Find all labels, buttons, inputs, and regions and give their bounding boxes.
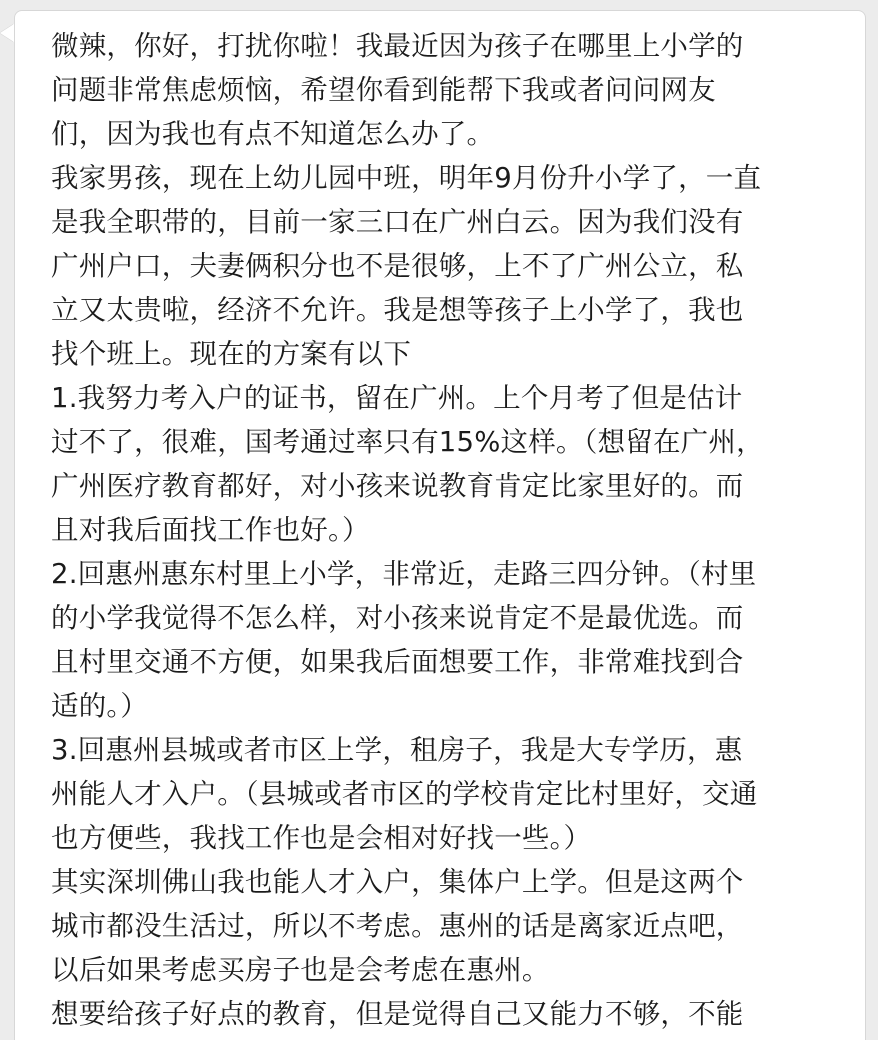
message-line: 3.回惠州县城或者市区上学，租房子，我是大专学历，惠: [51, 734, 743, 766]
message-line: 且村里交通不方便，如果我后面想要工作，非常难找到合: [51, 646, 744, 678]
message-line: 1.我努力考入户的证书，留在广州。上个月考了但是估计: [51, 382, 743, 414]
message-line: 以后如果考虑买房子也是会考虑在惠州。: [51, 954, 550, 986]
message-line: 适的。）: [51, 690, 149, 722]
message-line: 且对我后面找工作也好。）: [51, 514, 370, 546]
message-line: 广州医疗教育都好，对小孩来说教育肯定比家里好的。而: [51, 470, 744, 502]
message-line: 州能人才入户。（县城或者市区的学校肯定比村里好，交通: [51, 778, 758, 810]
message-line: 我家男孩，现在上幼儿园中班，明年9月份升小学了，一直: [51, 162, 762, 194]
message-line: 过不了，很难，国考通过率只有15%这样。（想留在广州，: [51, 426, 764, 458]
message-line: 找个班上。现在的方案有以下: [51, 338, 412, 370]
message-line: 想要给孩子好点的教育，但是觉得自己又能力不够，不能: [51, 998, 744, 1030]
message-line: 微辣，你好，打扰你啦！我最近因为孩子在哪里上小学的: [51, 30, 744, 62]
message-line: 2.回惠州惠东村里上小学，非常近，走路三四分钟。（村里: [51, 558, 757, 590]
message-line: 也方便些，我找工作也是会相对好找一些。）: [51, 822, 592, 854]
bubble-tail: [0, 24, 14, 42]
message-line: 城市都没生活过，所以不考虑。惠州的话是离家近点吧，: [51, 910, 744, 942]
message-line: 立又太贵啦，经济不允许。我是想等孩子上小学了，我也: [51, 294, 744, 326]
message-text: [51, 24, 851, 1036]
message-line: 问题非常焦虑烦恼，希望你看到能帮下我或者问问网友: [51, 74, 716, 106]
message-line: 其实深圳佛山我也能人才入户，集体户上学。但是这两个: [51, 866, 744, 898]
message-line: 广州户口，夫妻俩积分也不是很够，上不了广州公立，私: [51, 250, 744, 282]
message-line: 的小学我觉得不怎么样，对小孩来说肯定不是最优选。而: [51, 602, 744, 634]
message-line: 是我全职带的，目前一家三口在广州白云。因为我们没有: [51, 206, 744, 238]
message-line: 们，因为我也有点不知道怎么办了。: [51, 118, 495, 150]
